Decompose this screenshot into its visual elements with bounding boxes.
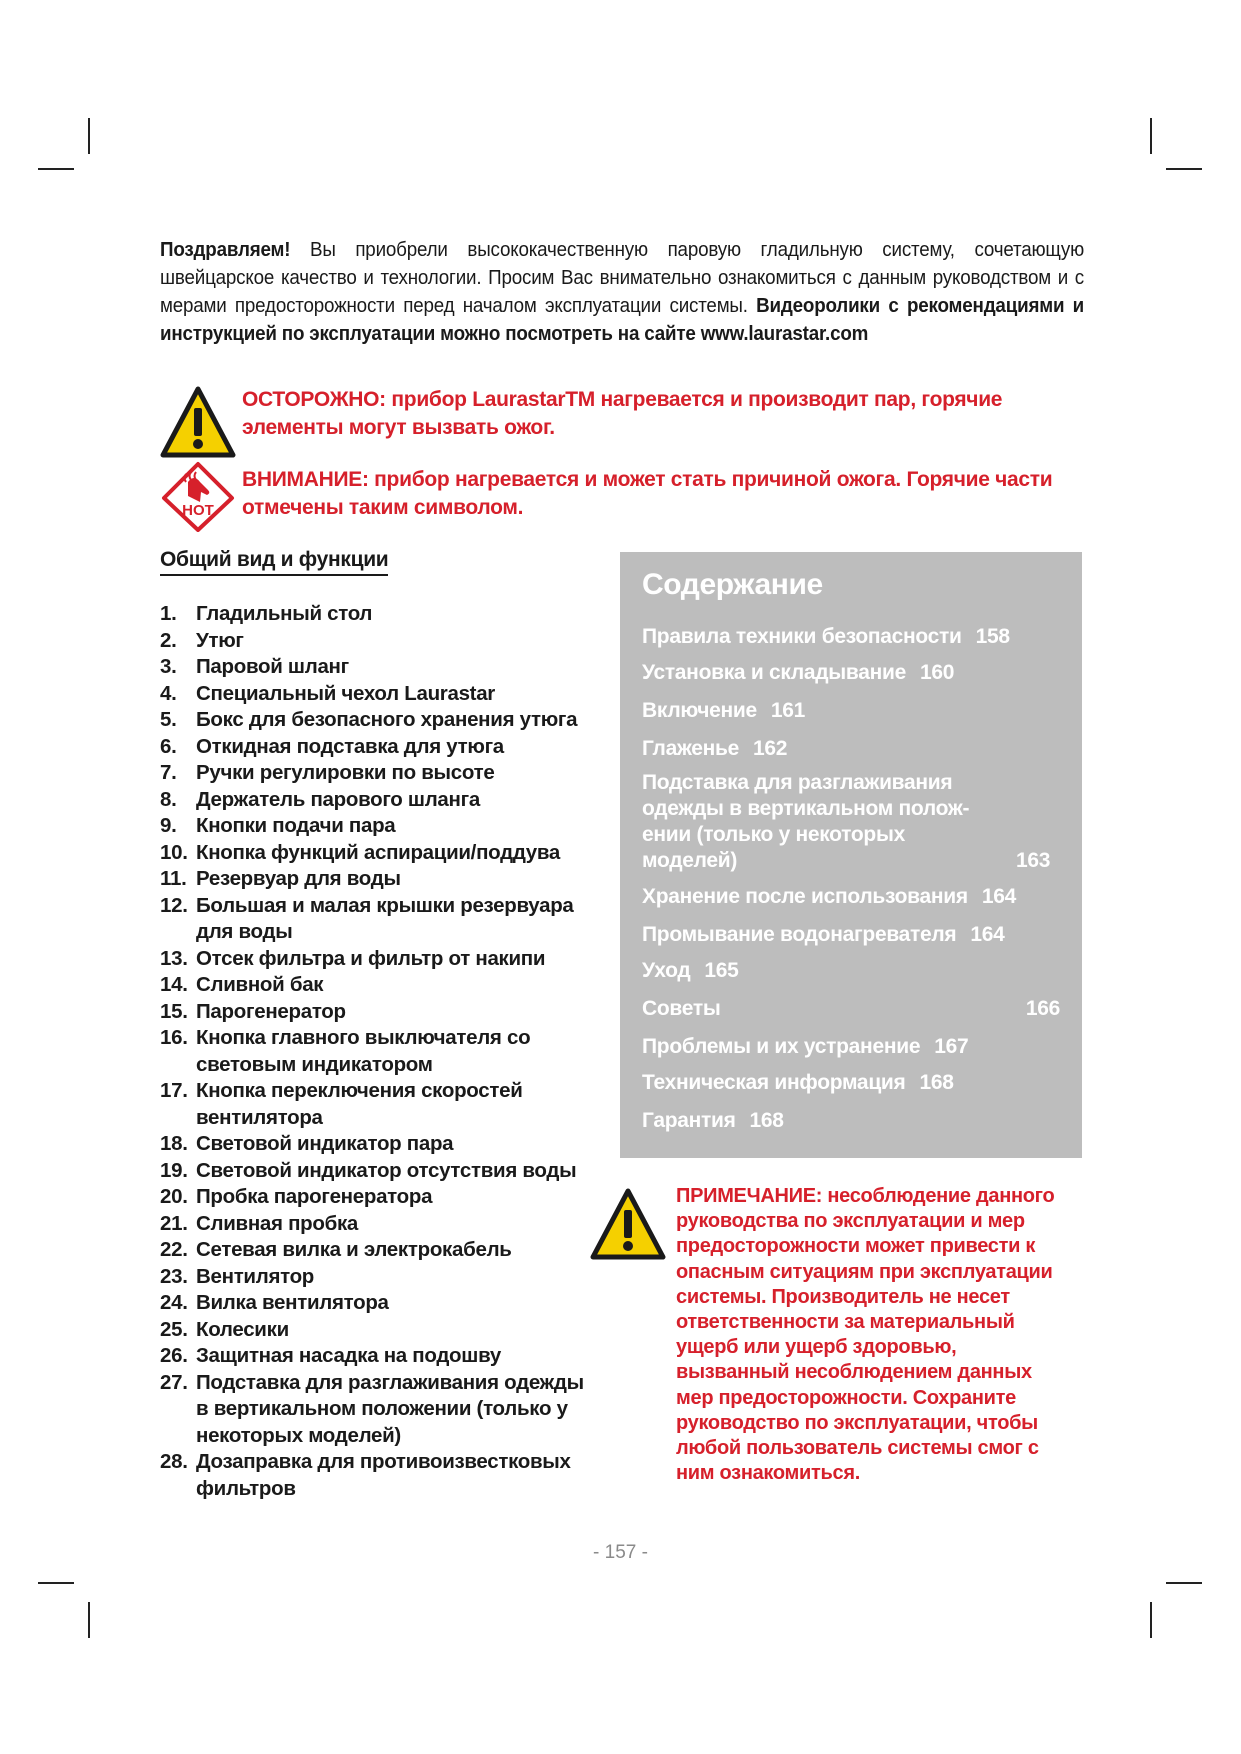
toc-entry-page: 165 [704, 959, 739, 982]
crop-mark [1150, 118, 1152, 154]
feature-text: Бокс для безопасного хранения утюга [196, 708, 578, 731]
feature-item [160, 813, 600, 840]
feature-text: Колесики [196, 1317, 289, 1341]
hot-surface-icon [160, 460, 236, 532]
feature-number: 12. [160, 893, 188, 917]
feature-number: 19. [160, 1158, 188, 1182]
feature-number: 23. [160, 1264, 188, 1288]
toc-entry[interactable] [642, 698, 1060, 724]
feature-number: 13. [160, 946, 188, 970]
toc-entry-label: Советы [642, 997, 721, 1020]
feature-number: 16. [160, 1026, 188, 1049]
feature-item [160, 1343, 600, 1370]
feature-item [160, 760, 600, 787]
crop-mark [1150, 1602, 1152, 1638]
greeting: Поздравляем! [160, 239, 291, 261]
toc-entry-page: 160 [920, 661, 955, 684]
features-title: Общий вид и функции [160, 548, 388, 576]
feature-text: Утюг [196, 628, 244, 652]
crop-mark [88, 118, 90, 154]
toc-entry-label: Глаженье [642, 737, 740, 760]
note-text: ПРИМЕЧАНИЕ: несоблюдение данного руководства по эксплуатации и мер предосторожности может привести к опасным ситуациям при эксплуатации системы. Производитель не несет ответственности за материальный ущерб или ущерб здоровью, вызванный несоблюдением данных мер предосторожности. Сохраните руководство по эксплуатации, чтобы любой пользователь системы смог с ним ознакомиться. [676, 1185, 1055, 1485]
feature-number: 21. [160, 1211, 188, 1235]
feature-number: 25. [160, 1317, 188, 1341]
toc-entry-label: Промывание водонагревателя [642, 923, 957, 946]
crop-mark [38, 168, 74, 170]
toc-entry[interactable] [642, 958, 1060, 984]
toc-entry-page: 161 [770, 699, 805, 722]
feature-item [160, 1370, 600, 1450]
feature-text: Гладильный стол [196, 602, 373, 625]
note-notice [590, 1184, 1066, 1486]
toc-entry-page: 168 [919, 1071, 954, 1094]
toc-entry[interactable] [642, 922, 1060, 948]
feature-item [160, 1290, 600, 1317]
feature-item [160, 999, 600, 1026]
toc-title: Содержание [642, 568, 823, 601]
feature-number: 18. [160, 1132, 188, 1155]
feature-number: 14. [160, 973, 188, 996]
feature-number: 5. [160, 708, 177, 731]
feature-item [160, 707, 600, 734]
feature-item [160, 972, 600, 999]
feature-number: 27. [160, 1370, 188, 1394]
feature-item [160, 1131, 600, 1158]
intro-body: Вы приобрели высококачественную паровую гладильную систему, сочетающую швейцарское качество и технологии. Просим Вас внимательно ознакомиться с данным руководством и с мерами предосторожности перед началом эксплуатации системы. [160, 239, 1085, 317]
toc-entry-label: Техническая информация [642, 1071, 906, 1094]
toc-entry-page: 164 [970, 923, 1005, 946]
warning-triangle-icon [160, 386, 236, 458]
feature-text: Держатель парового шланга [196, 787, 480, 811]
toc-entry-label: Проблемы и их устранение [642, 1035, 921, 1058]
feature-item [160, 1317, 600, 1344]
feature-text: Световой индикатор отсутствия воды [196, 1158, 577, 1182]
feature-number: 3. [160, 655, 177, 678]
feature-text: Дозаправка для противоизвестковых фильтров [196, 1450, 571, 1500]
feature-item [160, 1211, 600, 1238]
feature-text: Кнопка главного выключателя со световым индикатором [196, 1026, 531, 1076]
feature-item [160, 1449, 600, 1502]
feature-number: 22. [160, 1238, 188, 1261]
video-note: Видеоролики с рекомендациями и инструкцией по эксплуатации можно посмотреть на сайте www.laurastar.com [160, 295, 1085, 345]
toc-entry-label: Гарантия [642, 1109, 736, 1132]
toc-entry[interactable] [642, 770, 1060, 874]
intro-paragraph [160, 236, 1084, 348]
feature-item [160, 628, 600, 655]
feature-text: Отсек фильтра и фильтр от накипи [196, 946, 546, 970]
toc-entry[interactable] [642, 1070, 1060, 1096]
feature-number: 8. [160, 787, 177, 811]
feature-item [160, 866, 600, 893]
feature-text: Вилка вентилятора [196, 1291, 389, 1314]
feature-number: 24. [160, 1291, 188, 1314]
feature-item [160, 1184, 600, 1211]
feature-item [160, 1025, 600, 1078]
feature-item [160, 681, 600, 708]
crop-mark [1166, 168, 1202, 170]
page-number: - 157 - [593, 1542, 648, 1563]
feature-text: Подставка для разглаживания одежды в вертикальном положении (только у некоторых моделей) [196, 1370, 584, 1447]
caution-notice [160, 386, 1082, 458]
toc-entry-label: Подставка для разглаживания одежды в вертикальном полож- ении (только у некоторых моделей) [642, 771, 970, 872]
toc-entry-page: 162 [753, 737, 788, 760]
toc-entry-page: 163 [1016, 849, 1051, 872]
feature-item [160, 1237, 600, 1264]
toc-entry-page: 168 [749, 1109, 784, 1132]
feature-text: Специальный чехол Laurastar [196, 681, 495, 705]
feature-number: 20. [160, 1185, 188, 1208]
toc-entry-label: Включение [642, 699, 757, 722]
toc-entry-page: 167 [934, 1035, 969, 1058]
feature-text: Парогенератор [196, 999, 346, 1023]
feature-item [160, 1078, 600, 1131]
feature-number: 4. [160, 681, 177, 705]
feature-number: 6. [160, 734, 177, 758]
crop-mark [1166, 1582, 1202, 1584]
feature-number: 10. [160, 840, 188, 864]
feature-number: 28. [160, 1450, 188, 1473]
feature-item [160, 893, 600, 946]
crop-mark [38, 1582, 74, 1584]
features-list [160, 601, 600, 1502]
toc-entry[interactable] [642, 624, 1060, 650]
feature-item [160, 1158, 600, 1185]
feature-item [160, 1264, 600, 1291]
toc-entry-label: Установка и складывание [642, 661, 906, 684]
feature-number: 2. [160, 628, 177, 652]
crop-mark [88, 1602, 90, 1638]
toc-entry[interactable] [642, 1108, 1060, 1134]
feature-number: 15. [160, 999, 188, 1023]
feature-item [160, 946, 600, 973]
toc-entry-page: 166 [1025, 997, 1060, 1020]
toc-items [642, 624, 1060, 1134]
toc-entry[interactable] [642, 884, 1060, 910]
feature-text: Кнопка переключения скоростей вентилятора [196, 1079, 523, 1129]
feature-item [160, 840, 600, 867]
toc-entry-label: Хранение после использования [642, 885, 968, 908]
caution-text: ОСТОРОЖНО: прибор LaurastarTM нагревается и производит пар, горячие элементы могут вызвать ожог. [242, 388, 1003, 439]
feature-number: 26. [160, 1344, 188, 1367]
feature-item [160, 601, 600, 628]
table-of-contents [620, 552, 1082, 1158]
hot-label: HOT [182, 502, 214, 519]
feature-text: Сливной бак [196, 973, 324, 996]
warning-triangle-icon [590, 1188, 666, 1260]
feature-text: Кнопка функций аспирации/поддува [196, 840, 561, 864]
feature-text: Защитная насадка на подошву [196, 1344, 501, 1367]
toc-entry-page: 164 [981, 885, 1016, 908]
feature-text: Откидная подставка для утюга [196, 734, 504, 758]
attention-notice [160, 460, 1082, 532]
feature-text: Большая и малая крышки резервуара для воды [196, 893, 574, 943]
feature-number: 17. [160, 1079, 188, 1102]
toc-entry-label: Правила техники безопасности [642, 625, 962, 648]
toc-entry[interactable] [642, 1034, 1060, 1060]
feature-text: Резервуар для воды [196, 867, 401, 890]
feature-text: Сливная пробка [196, 1211, 359, 1235]
feature-number: 9. [160, 814, 177, 837]
feature-text: Световой индикатор пара [196, 1132, 454, 1155]
feature-number: 1. [160, 602, 177, 625]
feature-number: 11. [160, 867, 187, 890]
feature-text: Кнопки подачи пара [196, 814, 396, 837]
toc-entry[interactable] [642, 996, 1060, 1022]
feature-text: Ручки регулировки по высоте [196, 761, 495, 784]
feature-item [160, 654, 600, 681]
toc-entry-label: Уход [642, 959, 691, 982]
feature-item [160, 734, 600, 761]
feature-item [160, 787, 600, 814]
toc-entry[interactable] [642, 660, 1060, 686]
feature-text: Сетевая вилка и электрокабель [196, 1238, 512, 1261]
feature-text: Паровой шланг [196, 655, 349, 678]
attention-text: ВНИМАНИЕ: прибор нагревается и может стать причиной ожога. Горячие части отмечены таким символом. [242, 468, 1053, 519]
feature-text: Пробка парогенератора [196, 1185, 433, 1208]
toc-entry-page: 158 [975, 625, 1010, 648]
toc-entry[interactable] [642, 736, 1060, 762]
feature-number: 7. [160, 761, 177, 784]
feature-text: Вентилятор [196, 1264, 315, 1288]
